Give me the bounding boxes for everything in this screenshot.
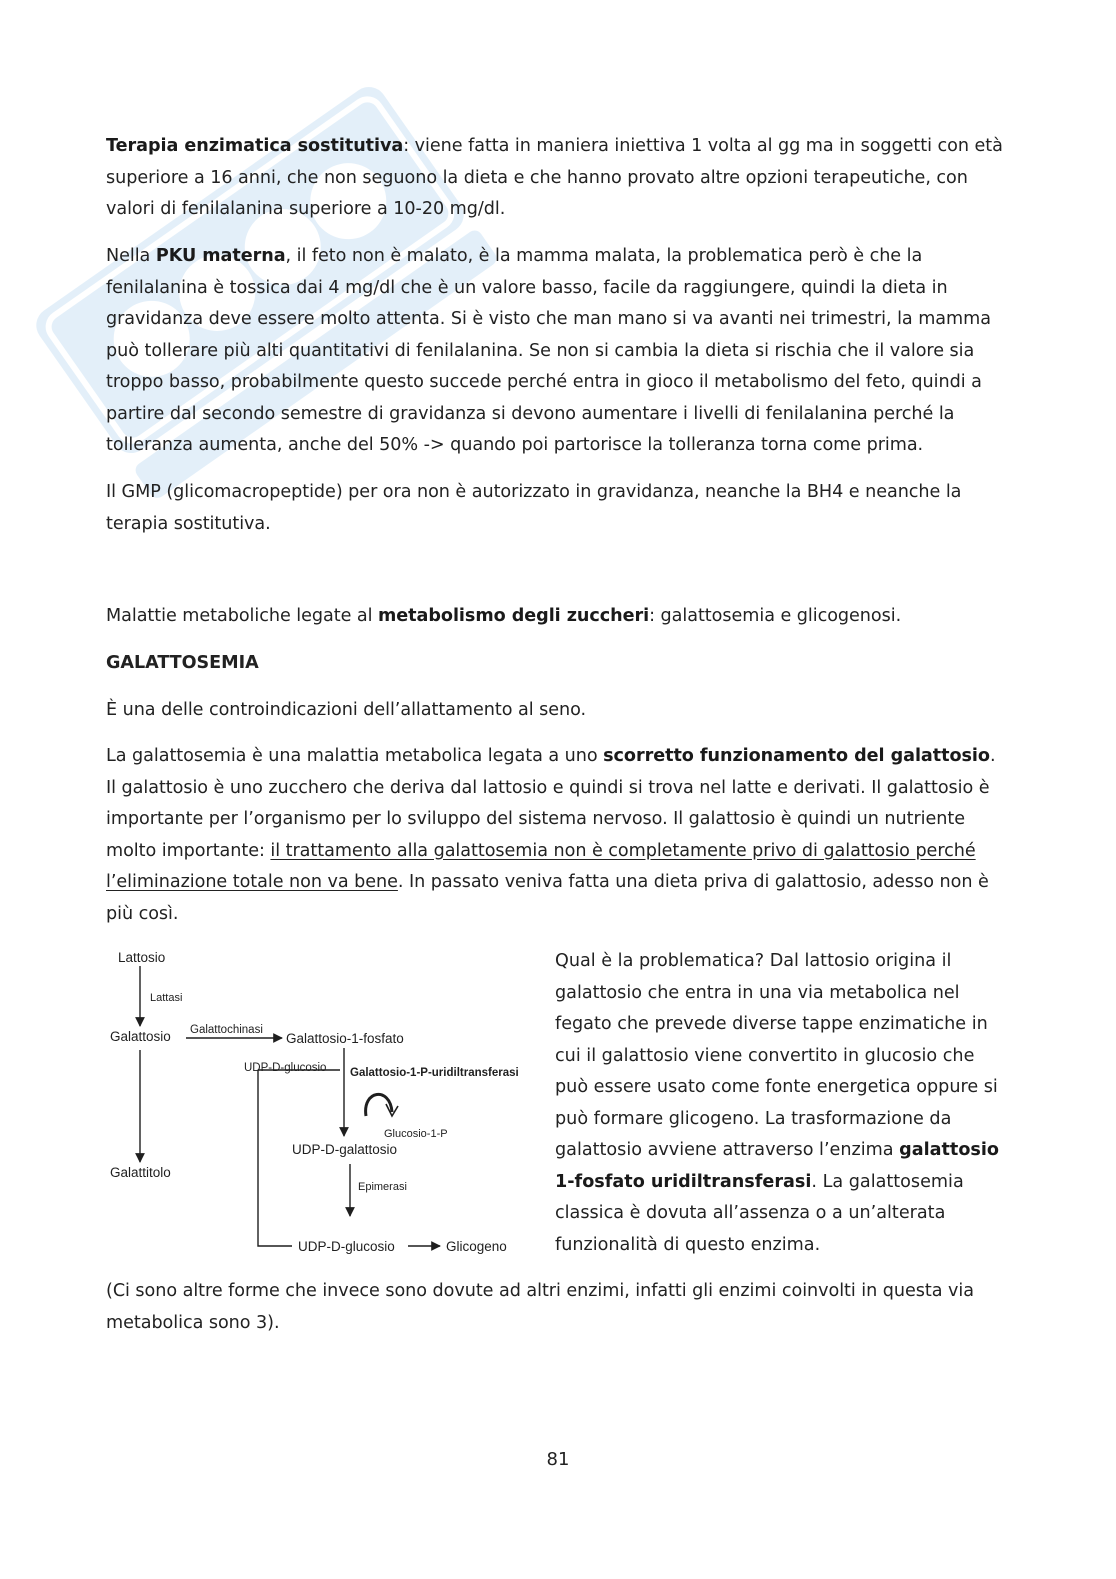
diagram-label-udp-glucosio-top: UDP-D-glucosio [244,1062,327,1074]
diagram-label-enzyme: Galattosio-1-P-uridiltransferasi [350,1067,519,1079]
diagram-label-lattasi: Lattasi [150,992,183,1004]
diagram-label-lattosio: Lattosio [118,950,166,965]
paragraph-pku: Nella PKU materna, il feto non è malato, è la mamma malata, la problematica però è che la fenilalanina è tossica dai 4 mg/dl che è un valore basso, facile da raggiungere, quindi la dieta in gravidanza deve essere molto attenta. Si è visto che man mano si va avanti nei trimestri, la mamma può tollerare più alti quantitativi di fenilalanina. Se non si cambia la dieta si rischia che il valore sia troppo basso, probabilmente questo succede perché entra in gioco il metabolismo del feto, quindi a partire dal secondo semestre di gravidanza si devono aumentare i livelli di fenilalanina perché la tolleranza aumenta, anche del 50% -> quando poi partorisce la tolleranza torna come prima. [106,246,991,455]
diagram-label-udp-galattosio: UDP-D-galattosio [292,1142,398,1157]
bold-term: PKU materna [155,246,286,266]
paragraph-altre-forme: (Ci sono altre forme che invece sono dovute ad altri enzimi, infatti gli enzimi coinvolti in questa via metabolica sono 3). [106,1281,974,1333]
paragraph-controindicazioni: È una delle controindicazioni dell’allattamento al seno. [106,700,587,720]
diagram-label-galattitolo: Galattitolo [110,1165,171,1180]
paragraph-terapia: Terapia enzimatica sostitutiva: viene fatta in maniera iniettiva 1 volta al gg ma in soggetti con età superiore a 16 anni, che non seguono la dieta e che hanno provato altre opzioni terapeutiche, con valori di fenilalanina superiore a 10-20 mg/dl. [106,136,1003,219]
underlined-text: il trattamento alla galattosemia non è completamente privo di galattosio perché l’eliminazione totale non va bene [106,840,976,892]
galactose-pathway-diagram [100,940,540,1270]
diagram-label-glicogeno: Glicogeno [446,1239,507,1254]
diagram-label-galattochinasi: Galattochinasi [190,1024,263,1036]
diagram-label-epimerasi: Epimerasi [358,1181,407,1193]
paragraph-metabolismo: Malattie metaboliche legate al metabolismo degli zuccheri: galattosemia e glicogenosi. [106,606,902,626]
diagram-label-galattosio: Galattosio [110,1029,171,1044]
page-number: 81 [546,1449,570,1470]
paragraph-problematica: Qual è la problematica? Dal lattosio origina il galattosio che entra in una via metabolica nel fegato che prevede diverse tappe enzimatiche in cui il galattosio viene convertito in glucosio che può essere usato come fonte energetica oppure si può formare glicogeno. La trasformazione da galattosio avviene attraverso l’enzima galattosio 1-fosfato uridiltransferasi. La galattosemia classica è dovuta all’assenza o a un’alterata funzionalità di questo enzima. [555,951,1000,1255]
diagram-label-glucosio-1p: Glucosio-1-P [384,1128,448,1140]
paragraph-galattosemia: La galattosemia è una malattia metabolica legata a uno scorretto funzionamento del galattosio. Il galattosio è uno zucchero che deriva dal lattosio e quindi si trova nel latte e derivati. Il galattosio è importante per l’organismo per lo sviluppo del sistema nervoso. Il galattosio è quindi un nutriente molto importante: il trattamento alla galattosemia non è completamente privo di galattosio perché l’eliminazione totale non va bene. In passato veniva fatta una dieta priva di galattosio, adesso non è più così. [106,746,996,924]
bold-term: scorretto funzionamento del galattosio [603,746,990,766]
paragraph-gmp: Il GMP (glicomacropeptide) per ora non è autorizzato in gravidanza, neanche la BH4 e neanche la terapia sostitutiva. [106,482,962,534]
diagram-label-gal1p: Galattosio-1-fosfato [286,1031,404,1046]
diagram-label-udp-glucosio-bottom: UDP-D-glucosio [298,1239,395,1254]
bold-term: galattosio 1-fosfato uridiltransferasi [555,1140,1000,1192]
bold-term: metabolismo degli zuccheri [378,606,650,626]
bold-term: Terapia enzimatica sostitutiva [106,136,404,156]
section-heading: GALATTOSEMIA [106,653,259,673]
